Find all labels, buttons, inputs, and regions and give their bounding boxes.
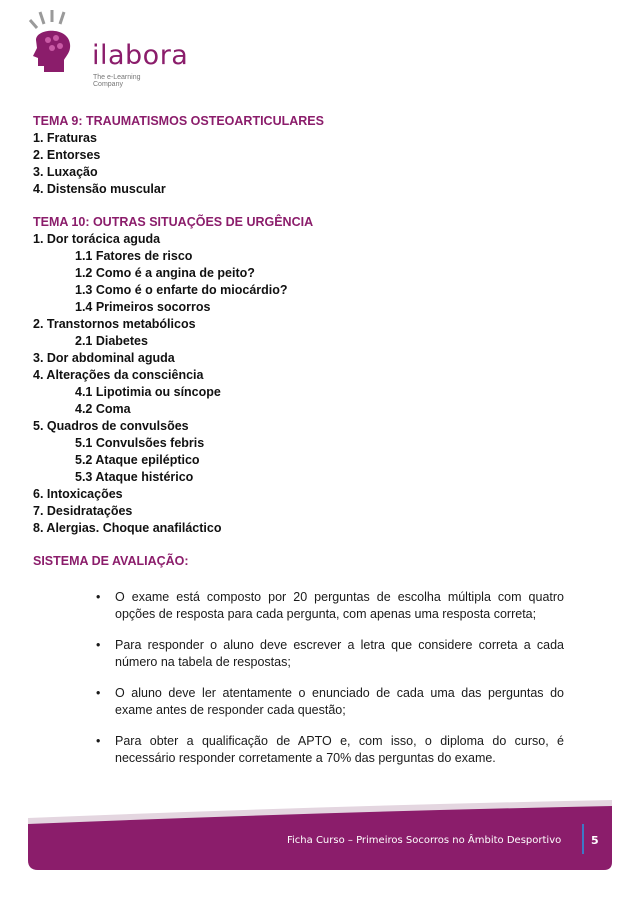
sub-list-item: 1.4 Primeiros socorros [75,300,211,314]
bullet-text: Para responder o aluno deve escrever a letra que considere correta a cada número na tabela de respostas; [115,638,564,669]
sub-list-item: 5.3 Ataque histérico [75,470,194,484]
sub-list-item: 5.2 Ataque epiléptico [75,453,200,467]
bullet-icon: • [96,638,101,652]
list-item: 6. Intoxicações [33,487,123,501]
tema9-heading: TEMA 9: TRAUMATISMOS OSTEOARTICULARES [33,114,324,128]
bullet-text: Para obter a qualificação de APTO e, com isso, o diploma do curso, é necessário responder corretamente a 70% das perguntas do exame. [115,734,564,765]
sub-list-item: 5.1 Convulsões febris [75,436,205,450]
list-item: 1. Fraturas [33,131,97,145]
list-item: 8. Alergias. Choque anafiláctico [33,521,222,535]
footer-separator [582,824,584,854]
logo-tagline: The e-Learning Company [93,74,141,88]
bullet-item [92,733,564,767]
sub-list-item: 4.1 Lipotimia ou síncope [75,385,221,399]
list-item: 5. Quadros de convulsões [33,419,189,433]
bullet-item [92,589,564,623]
list-item: 2. Transtornos metabólicos [33,317,196,331]
list-item: 4. Distensão muscular [33,182,166,196]
head-icon [22,10,82,80]
bullet-item [92,685,564,719]
list-item: 4. Alterações da consciência [33,368,204,382]
list-item: 3. Luxação [33,165,98,179]
bullet-icon: • [96,590,101,604]
bullet-item [92,637,564,671]
logo-brand: ilabora [92,40,189,71]
sub-list-item: 1.1 Fatores de risco [75,249,193,263]
list-item: 2. Entorses [33,148,101,162]
document-body [33,113,573,570]
ilabora-logo [22,10,189,88]
list-item: 7. Desidratações [33,504,133,518]
avaliacao-heading: SISTEMA DE AVALIAÇÃO: [33,554,189,568]
page-number: 5 [591,834,599,847]
tema10-heading: TEMA 10: OUTRAS SITUAÇÕES DE URGÊNCIA [33,215,314,229]
sub-list-item: 2.1 Diabetes [75,334,148,348]
bullet-text: O aluno deve ler atentamente o enunciado de cada uma das perguntas do exame antes de responder cada questão; [115,686,564,717]
sub-list-item: 4.2 Coma [75,402,131,416]
footer-course-title: Ficha Curso – Primeiros Socorros no Âmbito Desportivo [287,835,562,846]
avaliacao-bullets [92,589,564,781]
list-item: 3. Dor abdominal aguda [33,351,175,365]
bullet-text: O exame está composto por 20 perguntas de escolha múltipla com quatro opções de resposta para cada pergunta, com apenas uma resposta correta; [115,590,564,621]
list-item: 1. Dor torácica aguda [33,232,161,246]
bullet-icon: • [96,734,101,748]
bullet-icon: • [96,686,101,700]
sub-list-item: 1.2 Como é a angina de peito? [75,266,255,280]
sub-list-item: 1.3 Como é o enfarte do miocárdio? [75,283,288,297]
